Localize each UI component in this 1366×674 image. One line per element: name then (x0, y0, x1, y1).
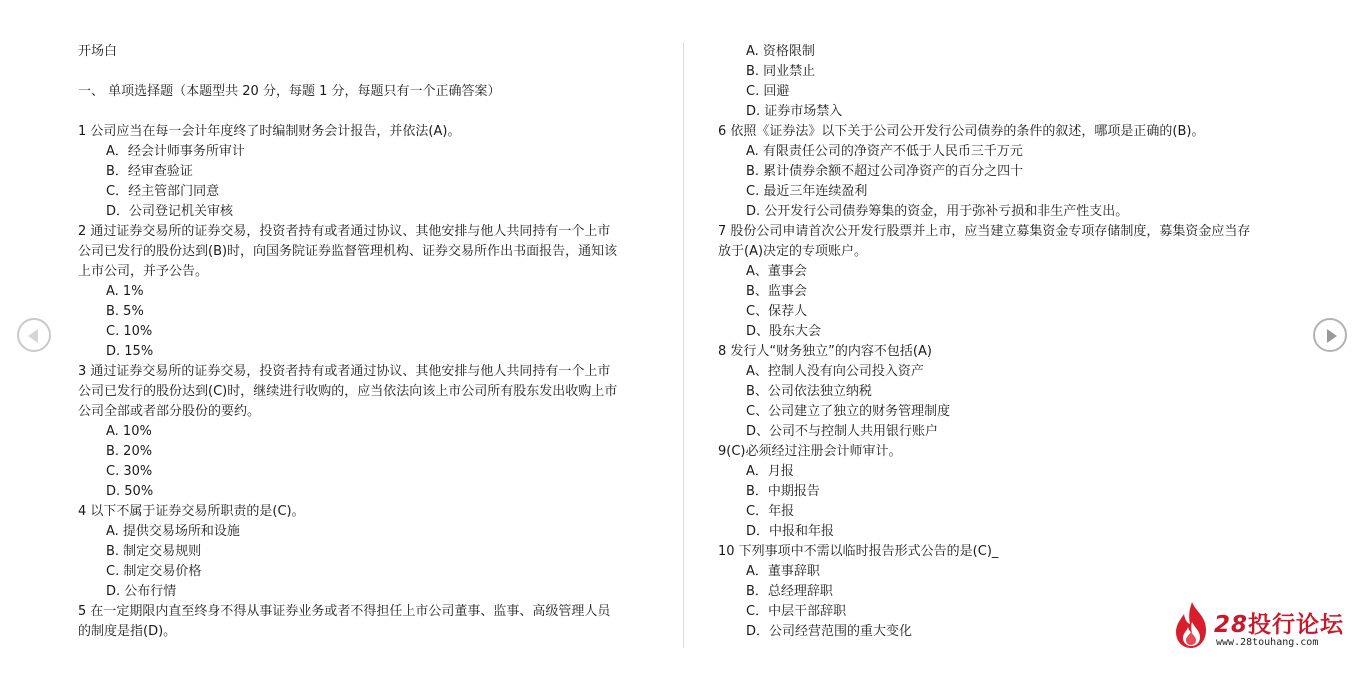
option-a: A．经会计师事务所审计 (106, 144, 245, 159)
logo-number: 28 (1214, 612, 1249, 638)
option-d: D．中报和年报 (746, 524, 835, 539)
question-text: 9(C)必须经过注册会计师审计。 (718, 444, 902, 459)
option-c: C. 制定交易价格 (106, 564, 202, 579)
logo-url: www.28touhang.com (1216, 637, 1319, 648)
prev-page-button[interactable] (17, 318, 51, 352)
question-3 (78, 362, 668, 502)
question-text: 1 公司应当在每一会计年度终了时编制财务会计报告，并依法(A)。 (78, 124, 461, 139)
question-text: 2 通过证券交易所的证券交易，投资者持有或者通过协议、其他安排与他人共同持有一个上市 (78, 224, 611, 239)
option-b: B、公司依法独立纳税 (746, 384, 872, 399)
question-text: 7 股份公司申请首次公开发行股票并上市，应当建立募集资金专项存储制度，募集资金应当存 (718, 224, 1251, 239)
question-text: 6 依照《证券法》以下关于公司公开发行公司债券的条件的叙述，哪项是正确的(B)。 (718, 124, 1205, 139)
right-page (718, 42, 1308, 642)
question-5-options (718, 42, 1308, 122)
question-9 (718, 442, 1308, 542)
arrow-right-icon (1327, 329, 1337, 343)
option-a: A．董事辞职 (746, 564, 820, 579)
question-text: 的制度是指(D)。 (78, 624, 177, 639)
site-logo (1172, 600, 1345, 652)
page-divider (683, 42, 684, 648)
option-b: B．总经理辞职 (746, 584, 833, 599)
option-d: D、股东大会 (746, 324, 822, 339)
option-c: C．中层干部辞职 (746, 604, 847, 619)
question-2 (78, 222, 668, 362)
option-d: D．公司登记机关审核 (106, 204, 234, 219)
option-a: A、董事会 (746, 264, 807, 279)
question-text: 公司已发行的股份达到(B)时，向国务院证券监督管理机构、证券交易所作出书面报告，通知该 (78, 244, 618, 259)
question-text: 放于(A)决定的专项账户。 (718, 244, 868, 259)
option-b: B. 5% (106, 304, 144, 319)
question-text: 8 发行人“财务独立”的内容不包括(A) (718, 344, 932, 359)
option-d: D、公司不与控制人共用银行账户 (746, 424, 939, 439)
question-text: 公司全部或者部分股份的要约。 (78, 404, 261, 419)
option-a: A. 提供交易场所和设施 (106, 524, 240, 539)
option-d: D. 证券市场禁入 (746, 104, 843, 119)
option-c: C．年报 (746, 504, 795, 519)
option-a: A．月报 (746, 464, 794, 479)
question-8 (718, 342, 1308, 442)
option-b: B. 同业禁止 (746, 64, 816, 79)
option-c: C. 回避 (746, 84, 790, 99)
option-a: A. 10% (106, 424, 152, 439)
option-d: D. 公开发行公司债券筹集的资金，用于弥补亏损和非生产性支出。 (746, 204, 1129, 219)
option-d: D. 50% (106, 484, 154, 499)
option-b: B. 累计债券余额不超过公司净资产的百分之四十 (746, 164, 1024, 179)
option-b: B. 制定交易规则 (106, 544, 202, 559)
section-heading: 一、 单项选择题（本题型共 20 分，每题 1 分，每题只有一个正确答案） (78, 84, 501, 99)
question-6 (718, 122, 1308, 222)
question-1 (78, 122, 668, 222)
question-7 (718, 222, 1308, 342)
page-title: 开场白 (78, 44, 118, 59)
option-c: C、保荐人 (746, 304, 808, 319)
option-d: D. 15% (106, 344, 154, 359)
question-text: 10 下列事项中不需以临时报告形式公告的是(C)_ (718, 544, 999, 559)
option-b: B．中期报告 (746, 484, 820, 499)
question-text: 3 通过证券交易所的证券交易，投资者持有或者通过协议、其他安排与他人共同持有一个上市 (78, 364, 611, 379)
option-d: D. 公布行情 (106, 584, 177, 599)
option-c: C. 10% (106, 324, 153, 339)
option-c: C．经主管部门同意 (106, 184, 220, 199)
question-text: 5 在一定期限内直至终身不得从事证券业务或者不得担任上市公司董事、监事、高级管理人员 (78, 604, 611, 619)
next-page-button[interactable] (1313, 318, 1347, 352)
option-c: C. 30% (106, 464, 153, 479)
option-a: A. 1% (106, 284, 144, 299)
option-b: B．经审查验证 (106, 164, 193, 179)
option-b: B. 20% (106, 444, 153, 459)
question-text: 公司已发行的股份达到(C)时，继续进行收购的，应当依法向该上市公司所有股东发出收购上市 (78, 384, 618, 399)
question-text: 上市公司，并予公告。 (78, 264, 209, 279)
question-text: 4 以下不属于证券交易所职责的是(C)。 (78, 504, 305, 519)
question-4 (78, 502, 668, 602)
arrow-left-icon (28, 329, 38, 343)
logo-text: 投行论坛 (1248, 612, 1345, 638)
left-page (78, 42, 668, 642)
question-5 (78, 602, 668, 642)
option-c: C、公司建立了独立的财务管理制度 (746, 404, 951, 419)
option-a: A. 有限责任公司的净资产不低于人民币三千万元 (746, 144, 1023, 159)
option-a: A、控制人没有向公司投入资产 (746, 364, 924, 379)
option-a: A. 资格限制 (746, 44, 815, 59)
option-d: D．公司经营范围的重大变化 (746, 624, 913, 639)
option-c: C. 最近三年连续盈利 (746, 184, 868, 199)
flame-icon (1172, 600, 1212, 650)
option-b: B、监事会 (746, 284, 807, 299)
